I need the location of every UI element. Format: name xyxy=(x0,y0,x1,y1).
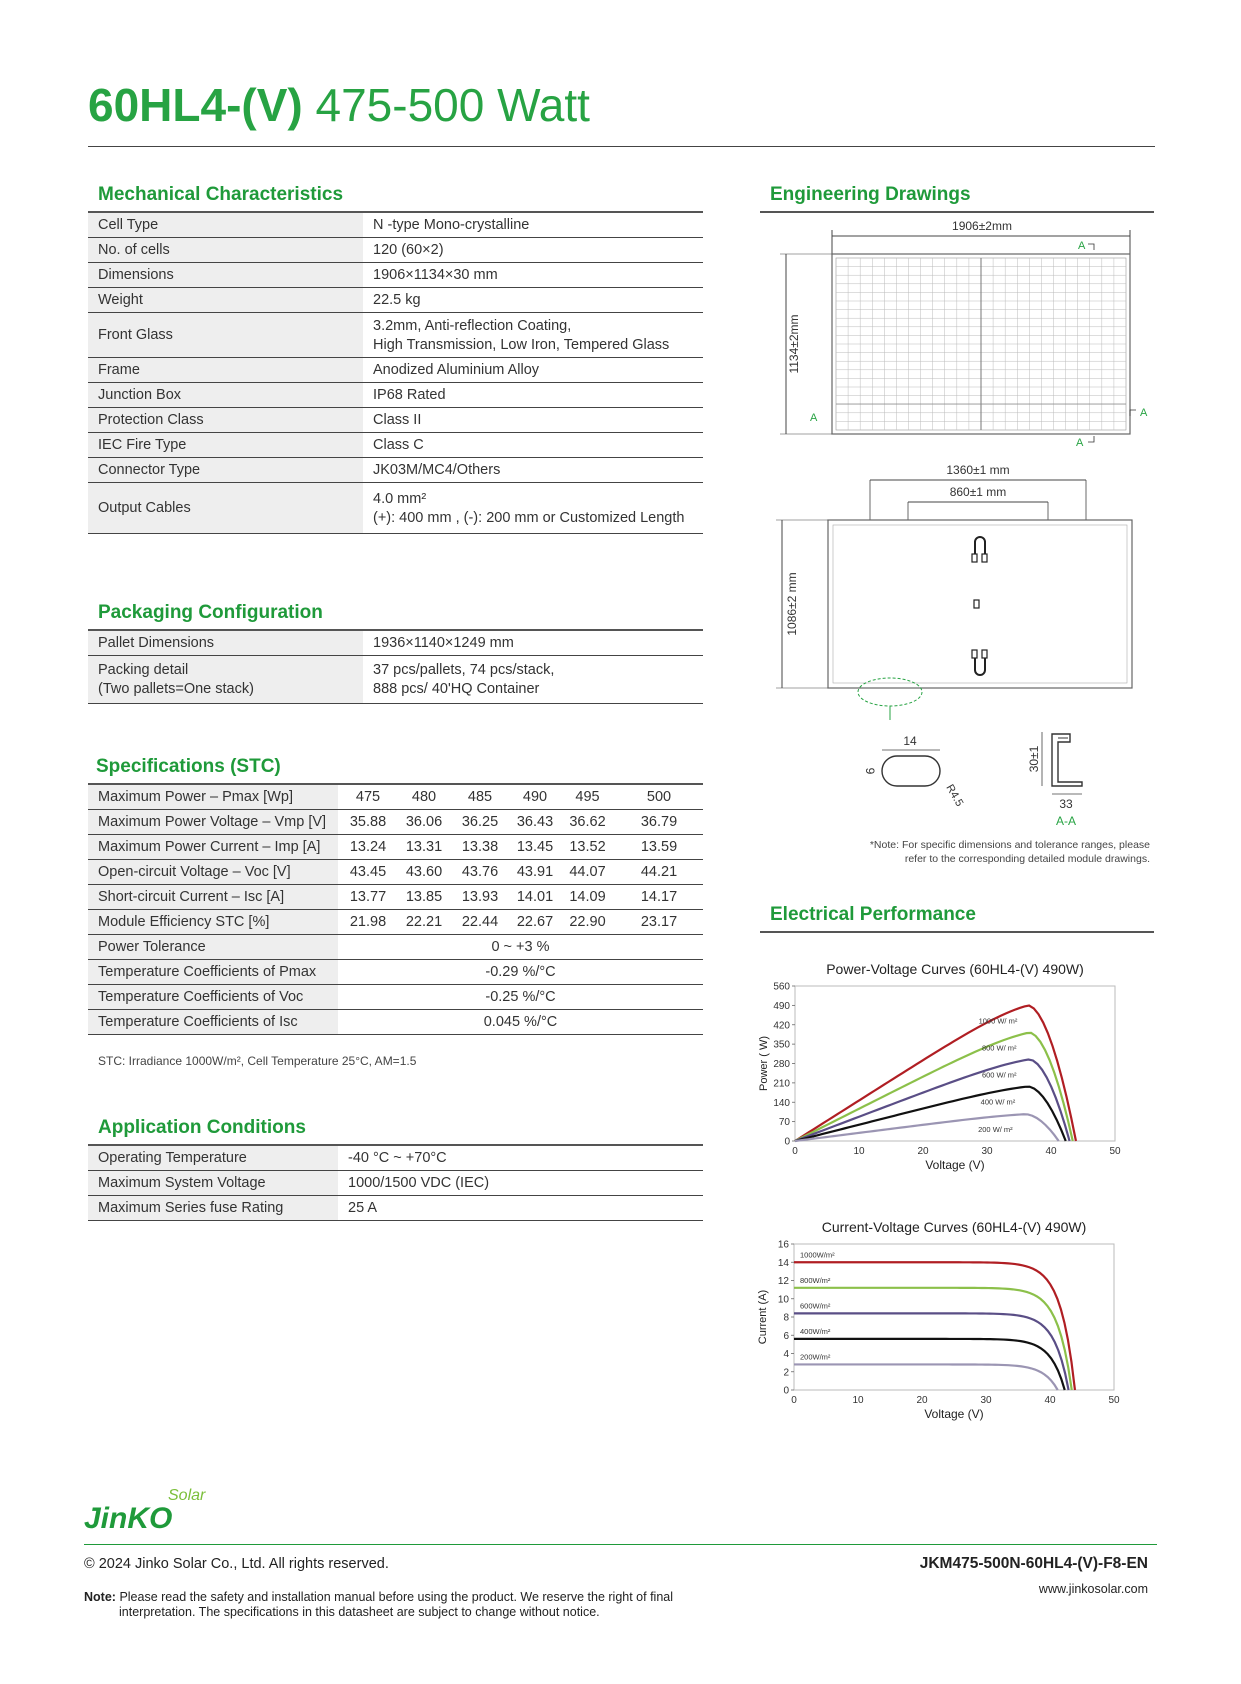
cell-line: 4.0 mm² xyxy=(373,490,427,507)
y-tick-label: 2 xyxy=(783,1367,789,1379)
section-aa-label: A-A xyxy=(1055,814,1077,828)
cell-line: (+): 400 mm , (-): 200 mm or Customized Length xyxy=(373,509,685,526)
table-row xyxy=(88,656,703,704)
row-label: Temperature Coefficients of Isc xyxy=(88,1010,338,1035)
row-value: 120 (60×2) xyxy=(363,238,703,263)
spec-value: 14.01 xyxy=(510,885,560,910)
table-row xyxy=(88,213,703,238)
footer-rule xyxy=(84,1544,1157,1545)
spec-value: -0.29 %/°C xyxy=(338,960,703,985)
x-tick-label: 0 xyxy=(792,1146,798,1157)
table-row xyxy=(88,238,703,263)
front-view xyxy=(780,219,1148,449)
table-row xyxy=(88,1146,703,1171)
row-label: Maximum Power – Pmax [Wp] xyxy=(88,785,338,810)
spec-value: 21.98 xyxy=(338,910,398,935)
spec-value: 22.21 xyxy=(398,910,450,935)
row-value: IP68 Rated xyxy=(363,383,703,408)
spec-value: 44.21 xyxy=(615,860,703,885)
y-tick-label: 420 xyxy=(773,1020,790,1032)
x-tick-label: 10 xyxy=(852,1395,864,1406)
spec-value: 13.52 xyxy=(560,835,615,860)
spec-value: 22.90 xyxy=(560,910,615,935)
row-label: Front Glass xyxy=(88,313,363,358)
y-tick-label: 10 xyxy=(777,1294,789,1306)
section-rule xyxy=(760,211,1154,213)
spec-value: 13.45 xyxy=(510,835,560,860)
row-label: IEC Fire Type xyxy=(88,433,363,458)
table-row xyxy=(88,383,703,408)
frame-height: 30±1 xyxy=(1027,745,1041,773)
x-tick-label: 0 xyxy=(791,1395,797,1406)
logo-sub: Solar xyxy=(168,1487,206,1504)
spec-value: 0.045 %/°C xyxy=(338,1010,703,1035)
legend-label: 200 W/ m² xyxy=(978,1125,1013,1135)
frame-width: 33 xyxy=(1059,797,1073,811)
row-label: Junction Box xyxy=(88,383,363,408)
specs-heading: Specifications (STC) xyxy=(96,756,281,777)
row-value: N -type Mono-crystalline xyxy=(363,213,703,238)
row-value: 22.5 kg xyxy=(363,288,703,313)
x-tick-label: 30 xyxy=(980,1395,992,1406)
row-label: Output Cables xyxy=(88,483,363,534)
spec-value: -0.25 %/°C xyxy=(338,985,703,1010)
table-row xyxy=(88,910,703,935)
y-tick-label: 140 xyxy=(773,1097,790,1109)
y-tick-label: 6 xyxy=(783,1330,789,1342)
series-line xyxy=(794,1313,1069,1390)
application-heading: Application Conditions xyxy=(98,1117,306,1138)
copyright: © 2024 Jinko Solar Co., Ltd. All rights reserved. xyxy=(84,1556,389,1572)
row-label: Module Efficiency STC [%] xyxy=(88,910,338,935)
mechanical-heading: Mechanical Characteristics xyxy=(98,184,344,205)
slot-width: 14 xyxy=(903,734,917,748)
note-line: Please read the safety and installation manual before using the product. We reserve the right of final xyxy=(119,1590,674,1604)
mechanical-table xyxy=(88,213,703,534)
row-value: 1906×1134×30 mm xyxy=(363,263,703,288)
dim-1360: 1360±1 mm xyxy=(946,463,1010,477)
doc-code: JKM475-500N-60HL4-(V)-F8-EN xyxy=(919,1555,1148,1572)
spec-value: 36.06 xyxy=(398,810,450,835)
table-row xyxy=(88,785,703,810)
row-label: Protection Class xyxy=(88,408,363,433)
row-label: Temperature Coefficients of Pmax xyxy=(88,960,338,985)
section-mark: A xyxy=(810,412,818,424)
table-row xyxy=(88,835,703,860)
row-label: Open-circuit Voltage – Voc [V] xyxy=(88,860,338,885)
chart-title: Power-Voltage Curves (60HL4-(V) 490W) xyxy=(826,961,1084,977)
spec-value: 475 xyxy=(338,785,398,810)
y-tick-label: 70 xyxy=(778,1117,790,1129)
row-label: Cell Type xyxy=(88,213,363,238)
cell-line: (Two pallets=One stack) xyxy=(98,681,254,697)
title-divider xyxy=(88,146,1155,147)
table-row xyxy=(88,458,703,483)
stc-note: STC: Irradiance 1000W/m², Cell Temperature 25°C, AM=1.5 xyxy=(98,1054,417,1068)
cell-line: High Transmission, Low Iron, Tempered Glass xyxy=(373,336,670,353)
y-tick-label: 210 xyxy=(773,1078,790,1090)
row-label: Maximum Power Voltage – Vmp [V] xyxy=(88,810,338,835)
y-tick-label: 12 xyxy=(777,1276,789,1287)
y-tick-label: 14 xyxy=(777,1257,789,1269)
table-row xyxy=(88,985,703,1010)
section-mark: A xyxy=(1078,240,1086,252)
row-value: Anodized Aluminium Alloy xyxy=(363,358,703,383)
x-tick-label: 20 xyxy=(917,1146,929,1157)
dim-860: 860±1 mm xyxy=(949,485,1007,499)
legend-label: 600 W/ m² xyxy=(981,1070,1017,1080)
spec-value: 43.45 xyxy=(338,860,398,885)
spec-value: 43.60 xyxy=(398,860,450,885)
website-link[interactable]: www.jinkosolar.com xyxy=(1038,1582,1148,1596)
page-title xyxy=(88,78,590,132)
table-row xyxy=(88,631,703,656)
y-tick-label: 0 xyxy=(784,1136,790,1148)
jinko-logo xyxy=(84,1480,224,1536)
application-table xyxy=(88,1146,703,1221)
row-label: Weight xyxy=(88,288,363,313)
spec-value: 13.38 xyxy=(450,835,510,860)
series-line xyxy=(795,1114,1059,1141)
row-label: Connector Type xyxy=(88,458,363,483)
x-axis-label: Voltage (V) xyxy=(925,1158,985,1172)
dim-1086: 1086±2 mm xyxy=(785,572,799,636)
packaging-table xyxy=(88,631,703,704)
x-tick-label: 20 xyxy=(916,1395,928,1406)
legend-label: 600W/m² xyxy=(800,1301,831,1311)
row-value: 25 A xyxy=(338,1196,703,1221)
legend-label: 400W/m² xyxy=(800,1326,831,1336)
dim-width: 1906±2mm xyxy=(952,219,1012,233)
y-tick-label: 280 xyxy=(773,1059,790,1070)
spec-value: 14.09 xyxy=(560,885,615,910)
spec-value: 44.07 xyxy=(560,860,615,885)
row-label: Temperature Coefficients of Voc xyxy=(88,985,338,1010)
spec-value: 480 xyxy=(398,785,450,810)
legend-label: 800W/m² xyxy=(800,1275,831,1285)
x-tick-label: 10 xyxy=(853,1146,865,1157)
spec-value: 485 xyxy=(450,785,510,810)
drawing-note: *Note: For specific dimensions and tolerance ranges, please xyxy=(869,839,1150,851)
spec-value: 22.67 xyxy=(510,910,560,935)
x-tick-label: 50 xyxy=(1109,1146,1121,1157)
legend-label: 1000W/m² xyxy=(800,1250,835,1260)
section-mark: A xyxy=(1076,437,1084,449)
y-tick-label: 4 xyxy=(783,1349,789,1360)
y-tick-label: 0 xyxy=(783,1385,789,1397)
dim-height: 1134±2mm xyxy=(787,314,801,374)
logo-text: JinKO xyxy=(84,1502,173,1535)
spec-value: 0 ~ +3 % xyxy=(338,935,703,960)
y-tick-label: 16 xyxy=(777,1239,789,1251)
power-range: 475-500 Watt xyxy=(315,79,590,131)
spec-value: 14.17 xyxy=(615,885,703,910)
table-row xyxy=(88,288,703,313)
section-mark: A xyxy=(1140,407,1148,419)
footer-note xyxy=(84,1590,673,1620)
spec-value: 500 xyxy=(615,785,703,810)
row-label: Short-circuit Current – Isc [A] xyxy=(88,885,338,910)
table-row xyxy=(88,935,703,960)
table-row xyxy=(88,433,703,458)
spec-value: 43.91 xyxy=(510,860,560,885)
table-row xyxy=(88,358,703,383)
spec-value: 43.76 xyxy=(450,860,510,885)
cell-line: 37 pcs/pallets, 74 pcs/stack, xyxy=(373,662,555,678)
row-value: JK03M/MC4/Others xyxy=(363,458,703,483)
table-row xyxy=(88,885,703,910)
row-label: No. of cells xyxy=(88,238,363,263)
cell-line: 3.2mm, Anti-reflection Coating, xyxy=(373,317,572,334)
row-label xyxy=(88,656,363,704)
row-label: Frame xyxy=(88,358,363,383)
row-value: Class C xyxy=(363,433,703,458)
table-row xyxy=(88,1171,703,1196)
model-name: 60HL4-(V) xyxy=(88,79,303,131)
y-axis-label: Power ( W) xyxy=(758,1036,770,1091)
spec-value: 495 xyxy=(560,785,615,810)
table-row xyxy=(88,408,703,433)
iv-chart xyxy=(757,1218,1160,1458)
cell-line: Packing detail xyxy=(98,662,189,678)
x-tick-label: 30 xyxy=(981,1146,993,1157)
table-row xyxy=(88,1010,703,1035)
series-line xyxy=(794,1364,1058,1390)
x-tick-label: 50 xyxy=(1108,1395,1120,1406)
slot-detail xyxy=(863,734,965,809)
row-value: 1000/1500 VDC (IEC) xyxy=(338,1171,703,1196)
row-value xyxy=(363,483,703,534)
spec-value: 13.59 xyxy=(615,835,703,860)
table-row xyxy=(88,483,703,534)
spec-value: 23.17 xyxy=(615,910,703,935)
section-rule xyxy=(760,931,1154,933)
drawing-note: refer to the corresponding detailed module drawings. xyxy=(904,853,1150,865)
row-label: Power Tolerance xyxy=(88,935,338,960)
table-row xyxy=(88,960,703,985)
row-label: Pallet Dimensions xyxy=(88,631,363,656)
row-value: 1936×1140×1249 mm xyxy=(363,631,703,656)
x-tick-label: 40 xyxy=(1045,1146,1057,1157)
row-value: Class II xyxy=(363,408,703,433)
electrical-heading: Electrical Performance xyxy=(770,904,976,925)
y-tick-label: 8 xyxy=(783,1312,789,1324)
slot-radius: R4.5 xyxy=(943,782,966,809)
legend-label: 200W/m² xyxy=(800,1352,831,1362)
table-row xyxy=(88,313,703,358)
engineering-drawing xyxy=(760,214,1160,874)
spec-value: 36.62 xyxy=(560,810,615,835)
spec-value: 13.85 xyxy=(398,885,450,910)
chart-title: Current-Voltage Curves (60HL4-(V) 490W) xyxy=(821,1219,1087,1235)
plot-area xyxy=(794,1244,1114,1390)
row-label: Operating Temperature xyxy=(88,1146,338,1171)
cell-line: 888 pcs/ 40'HQ Container xyxy=(373,681,540,697)
y-tick-label: 490 xyxy=(773,1000,790,1012)
x-axis-label: Voltage (V) xyxy=(924,1407,984,1421)
spec-value: 36.25 xyxy=(450,810,510,835)
spec-value: 13.31 xyxy=(398,835,450,860)
frame-section xyxy=(1027,732,1082,828)
back-view xyxy=(776,463,1132,720)
y-axis-label: Current (A) xyxy=(757,1289,769,1345)
spec-value: 490 xyxy=(510,785,560,810)
pv-chart xyxy=(760,962,1160,1212)
drawings-heading: Engineering Drawings xyxy=(770,184,971,205)
row-label: Maximum System Voltage xyxy=(88,1171,338,1196)
x-tick-label: 40 xyxy=(1044,1395,1056,1406)
row-label: Maximum Series fuse Rating xyxy=(88,1196,338,1221)
table-row xyxy=(88,860,703,885)
y-tick-label: 350 xyxy=(773,1039,790,1051)
spec-value: 35.88 xyxy=(338,810,398,835)
legend-label: 400 W/ m² xyxy=(980,1097,1016,1107)
table-row xyxy=(88,810,703,835)
packaging-heading: Packaging Configuration xyxy=(98,602,323,623)
spec-value: 36.43 xyxy=(510,810,560,835)
series-line xyxy=(794,1262,1075,1390)
y-tick-label: 560 xyxy=(773,981,790,993)
row-value xyxy=(363,313,703,358)
spec-value: 36.79 xyxy=(615,810,703,835)
spec-value: 13.24 xyxy=(338,835,398,860)
row-label: Maximum Power Current – Imp [A] xyxy=(88,835,338,860)
note-label: Note: xyxy=(84,1590,116,1604)
spec-value: 13.93 xyxy=(450,885,510,910)
slot-height: 9 xyxy=(863,767,877,775)
note-line: interpretation. The specifications in this datasheet are subject to change without notice. xyxy=(119,1605,600,1619)
row-label: Dimensions xyxy=(88,263,363,288)
specs-table xyxy=(88,785,703,1035)
row-value: -40 °C ~ +70°C xyxy=(338,1146,703,1171)
spec-value: 13.77 xyxy=(338,885,398,910)
spec-value: 22.44 xyxy=(450,910,510,935)
table-row xyxy=(88,1196,703,1221)
legend-label: 800 W/ m² xyxy=(981,1043,1017,1053)
row-value xyxy=(363,656,703,704)
legend-label: 1000 W/ m² xyxy=(978,1016,1018,1026)
table-row xyxy=(88,263,703,288)
